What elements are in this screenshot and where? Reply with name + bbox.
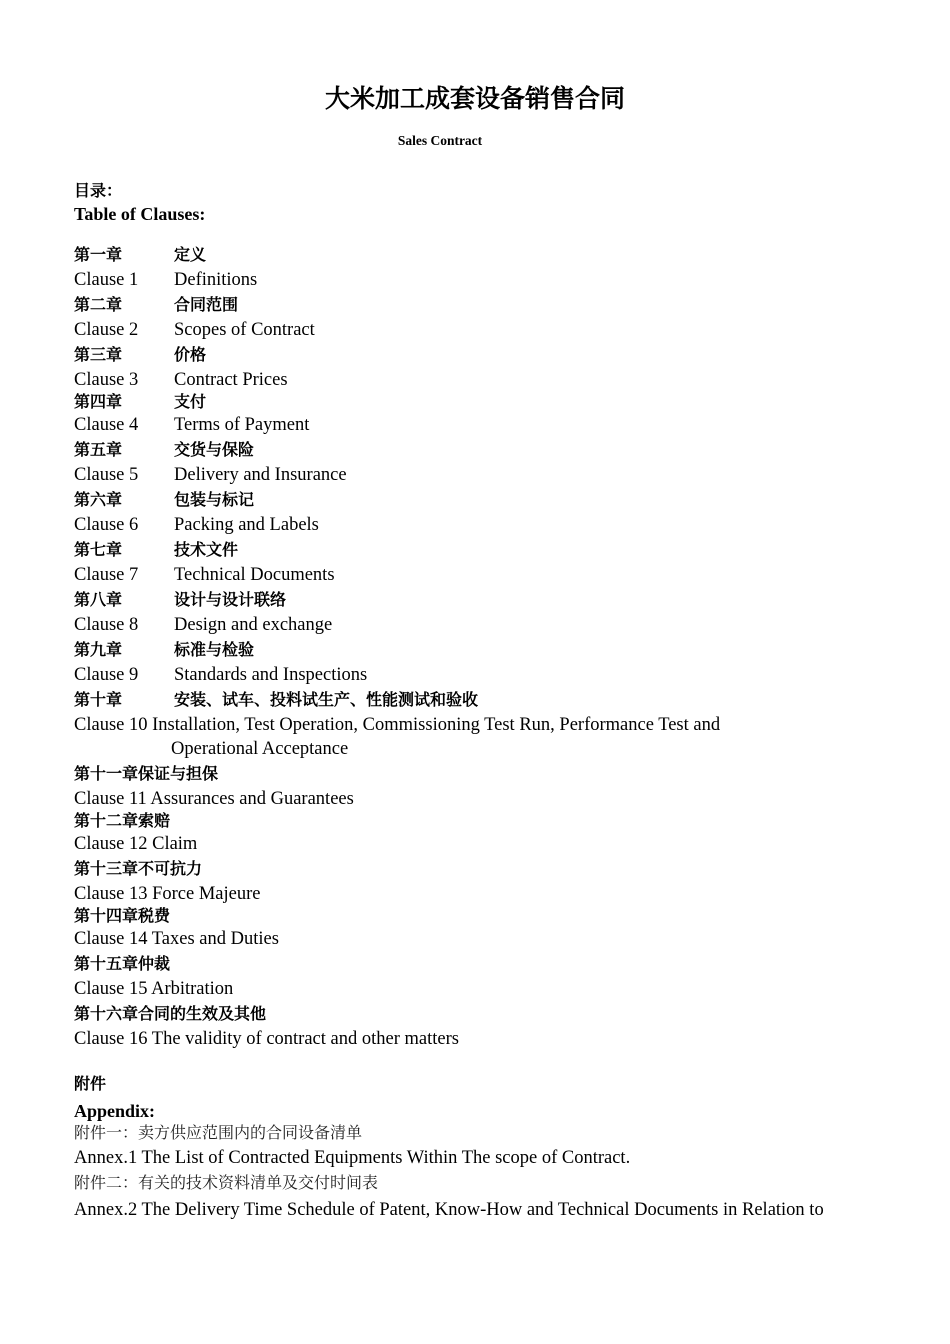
annex-zh: 附件二：有关的技术资料清单及交付时间表: [74, 1173, 379, 1192]
toc-en-line-continued: Operational Acceptance: [171, 739, 349, 759]
toc-zh-num: 第五章: [74, 440, 123, 459]
toc-zh-title: 定义: [174, 245, 207, 264]
toc-zh-title: 安装、试车、投料试生产、性能测试和验收: [174, 690, 479, 709]
toc-zh-full: 第十三章不可抗力: [74, 859, 203, 878]
toc-zh-title: 标准与检验: [174, 640, 255, 659]
toc-zh-num: 第二章: [74, 295, 123, 314]
toc-zh-full: 第十五章仲裁: [74, 954, 171, 973]
toc-en-full: Clause 16 The validity of contract and other matters: [74, 1029, 459, 1049]
toc-en-full: Clause 15 Arbitration: [74, 979, 234, 999]
annex-en: Annex.1 The List of Contracted Equipments Within The scope of Contract.: [74, 1148, 631, 1168]
toc-en-full: Clause 14 Taxes and Duties: [74, 929, 279, 949]
toc-zh-num: 第六章: [74, 490, 123, 509]
toc-zh-num: 第四章: [74, 392, 123, 411]
toc-zh-full: 第十一章保证与担保: [74, 764, 219, 783]
toc-zh-full: 第十六章合同的生效及其他: [74, 1004, 267, 1023]
toc-zh-title: 技术文件: [174, 540, 239, 559]
annex-zh: 附件一：卖方供应范围内的合同设备清单: [74, 1123, 363, 1142]
toc-en-num: Clause 9: [74, 665, 139, 685]
toc-en-title: Design and exchange: [174, 615, 333, 635]
toc-zh-num: 第八章: [74, 590, 123, 609]
toc-en-num: Clause 7: [74, 565, 139, 585]
toc-en-num: Clause 3: [74, 370, 139, 390]
toc-en-line: Clause 10 Installation, Test Operation, Commissioning Test Run, Performance Test and: [74, 715, 721, 735]
toc-zh-num: 第一章: [74, 245, 123, 264]
toc-zh-title: 价格: [174, 345, 207, 364]
document-subtitle: Sales Contract: [397, 133, 483, 148]
toc-label-zh: 目录：: [74, 181, 123, 200]
toc-en-title: Terms of Payment: [174, 415, 310, 435]
appendix-label-en: Appendix:: [74, 1101, 156, 1121]
toc-en-num: Clause 2: [74, 320, 139, 340]
toc-en-num: Clause 1: [74, 270, 139, 290]
toc-en-title: Delivery and Insurance: [174, 465, 347, 485]
toc-en-title: Scopes of Contract: [174, 320, 315, 340]
toc-zh-full: 第十四章税费: [74, 906, 171, 925]
document-title: 大米加工成套设备销售合同: [324, 84, 625, 113]
toc-en-num: Clause 8: [74, 615, 139, 635]
annex-en: Annex.2 The Delivery Time Schedule of Patent, Know-How and Technical Documents in Relation to: [74, 1200, 824, 1220]
toc-en-full: Clause 13 Force Majeure: [74, 884, 261, 904]
toc-zh-num: 第三章: [74, 345, 123, 364]
toc-zh-title: 设计与设计联络: [174, 590, 287, 609]
toc-zh-title: 支付: [174, 392, 207, 411]
toc-label-en: Table of Clauses:: [74, 204, 206, 224]
toc-zh-title: 包装与标记: [174, 490, 255, 509]
toc-en-title: Definitions: [174, 270, 258, 290]
toc-zh-num: 第七章: [74, 540, 123, 559]
toc-zh-num: 第九章: [74, 640, 123, 659]
toc-zh-title: 合同范围: [174, 295, 239, 314]
toc-en-title: Packing and Labels: [174, 515, 319, 535]
toc-zh-full: 第十二章索赔: [74, 811, 171, 830]
appendix-label-zh: 附件: [74, 1074, 107, 1093]
toc-en-num: Clause 6: [74, 515, 139, 535]
toc-en-num: Clause 5: [74, 465, 139, 485]
toc-zh-num: 第十章: [74, 690, 123, 709]
toc-en-full: Clause 12 Claim: [74, 834, 198, 854]
toc-zh-title: 交货与保险: [174, 440, 255, 459]
toc-en-full: Clause 11 Assurances and Guarantees: [74, 789, 354, 809]
toc-en-title: Standards and Inspections: [174, 665, 368, 685]
toc-en-title: Contract Prices: [174, 370, 288, 390]
toc-en-num: Clause 4: [74, 415, 139, 435]
toc-en-title: Technical Documents: [174, 565, 335, 585]
